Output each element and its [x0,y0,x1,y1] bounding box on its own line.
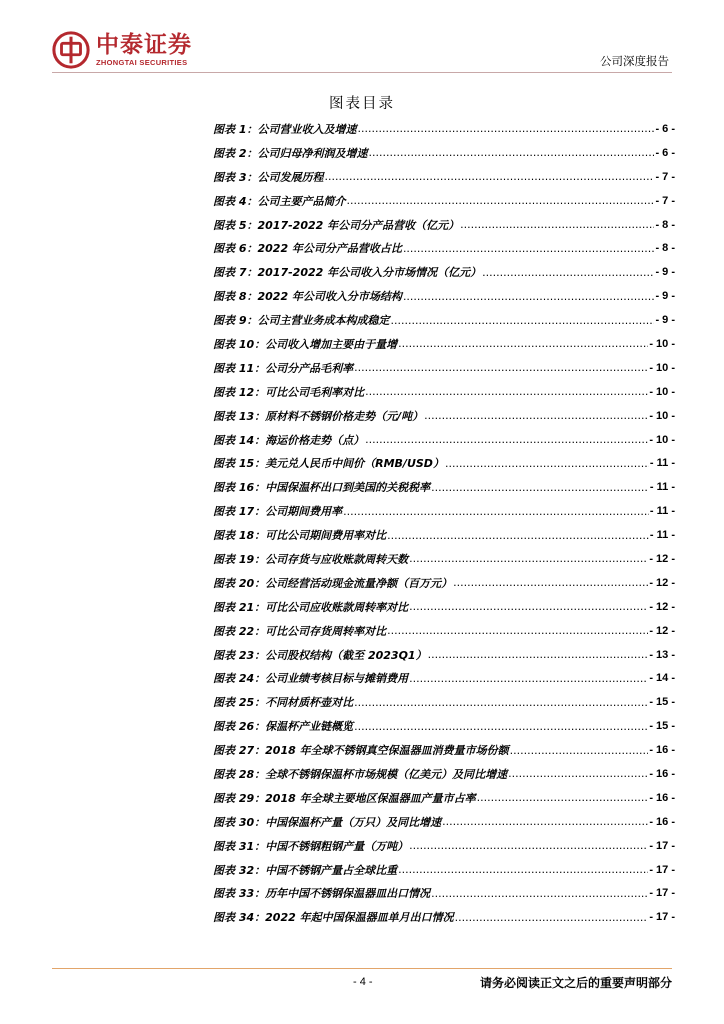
toc-entry-label: 图表 24：公司业绩考核目标与摊销费用 [213,672,409,686]
toc-entry[interactable] [213,643,675,667]
toc-entry-page: - 16 - [649,767,675,780]
toc-entry-leader-dots [428,648,649,661]
toc-entry[interactable] [213,595,675,619]
toc-entry-leader-dots [431,887,648,900]
toc-entry-page: - 17 - [649,863,675,876]
toc-entry[interactable] [213,762,675,786]
toc-entry-leader-dots [390,314,654,327]
zhongtai-logo-icon [52,31,90,69]
toc-entry-label: 图表 31：中国不锈钢粗钢产量（万吨） [213,839,409,853]
toc-entry-page: - 16 - [649,791,675,804]
logo-english-name: ZHONGTAI SECURITIES [96,58,188,67]
toc-entry[interactable] [213,213,675,237]
toc-entry-label: 图表 8：2022 年公司收入分市场结构 [213,290,402,304]
toc-entry[interactable] [213,141,675,165]
toc-entry-leader-dots [431,481,649,494]
toc-entry-label: 图表 9：公司主营业务成本构成稳定 [213,314,390,328]
toc-entry-page: - 17 - [649,887,675,900]
toc-entry-page: - 10 - [649,433,675,446]
toc-entry-leader-dots [409,839,648,852]
toc-entry-label: 图表 4：公司主要产品简介 [213,194,346,208]
toc-entry-leader-dots [445,457,649,470]
toc-entry[interactable] [213,236,675,260]
toc-entry-page: - 9 - [655,290,675,303]
toc-entry-page: - 6 - [655,122,675,135]
toc-entry-page: - 13 - [649,648,675,661]
toc-entry[interactable] [213,690,675,714]
toc-entry-label: 图表 14：海运价格走势（点） [213,433,365,447]
header-divider [52,72,672,73]
toc-entry-page: - 11 - [649,481,675,494]
toc-entry-leader-dots [453,576,648,589]
toc-entry-page: - 11 - [649,505,675,518]
toc-entry-page: - 8 - [655,218,675,231]
toc-entry[interactable] [213,380,675,404]
toc-title: 图表目录 [329,96,395,112]
toc-entry[interactable] [213,499,675,523]
toc-entry-page: - 10 - [649,385,675,398]
toc-entry-page: - 16 - [649,744,675,757]
toc-entry-leader-dots [409,672,648,685]
toc-entry-leader-dots [442,815,648,828]
toc-entry-label: 图表 6：2022 年公司分产品营收占比 [213,242,402,256]
toc-entry-label: 图表 7：2017-2022 年公司收入分市场情况（亿元） [213,266,482,280]
toc-entry[interactable] [213,189,675,213]
toc-entry-leader-dots [409,600,648,613]
toc-entry[interactable] [213,834,675,858]
toc-entry-page: - 10 - [649,337,675,350]
toc-entry-label: 图表 16：中国保温杯出口到美国的关税税率 [213,481,431,495]
toc-entry[interactable] [213,404,675,428]
toc-entry-label: 图表 29：2018 年全球主要地区保温器皿产量市占率 [213,791,476,805]
toc-entry-label: 图表 25：不同材质杯壶对比 [213,696,354,710]
toc-entry[interactable] [213,284,675,308]
toc-entry-leader-dots [403,290,655,303]
toc-entry-page: - 10 - [649,409,675,422]
toc-entry-page: - 10 - [649,361,675,374]
toc-entry[interactable] [213,571,675,595]
toc-entry-page: - 15 - [649,696,675,709]
toc-entry-leader-dots [460,218,654,231]
toc-entry-leader-dots [354,720,648,733]
toc-entry-leader-dots [387,624,648,637]
toc-entry[interactable] [213,810,675,834]
toc-entry-leader-dots [482,266,654,279]
toc-entry-label: 图表 13：原材料不锈钢价格走势（元/吨） [213,409,424,423]
toc-entry[interactable] [213,117,675,141]
toc-entry[interactable] [213,547,675,571]
toc-entry-page: - 8 - [655,242,675,255]
toc-entry-page: - 7 - [655,194,675,207]
toc-entry[interactable] [213,714,675,738]
toc-entry-page: - 11 - [649,529,675,542]
toc-entry[interactable] [213,666,675,690]
toc-entry[interactable] [213,451,675,475]
toc-entry-label: 图表 11：公司分产品毛利率 [213,361,354,375]
logo-chinese-name: 中泰证券 [96,32,192,58]
toc-entry-page: - 17 - [649,911,675,924]
toc-entry-page: - 12 - [649,624,675,637]
toc-entry-leader-dots [343,505,649,518]
toc-entry[interactable] [213,332,675,356]
toc-entry-page: - 16 - [649,815,675,828]
figure-table-of-contents [213,117,675,929]
toc-entry-label: 图表 33：历年中国不锈钢保温器皿出口情况 [213,887,431,901]
toc-entry[interactable] [213,619,675,643]
page-number: - 4 - [353,976,373,988]
toc-entry-page: - 12 - [649,576,675,589]
toc-entry-label: 图表 30：中国保温杯产量（万只）及同比增速 [213,815,442,829]
toc-entry-label: 图表 15：美元兑人民币中间价（RMB/USD） [213,457,444,471]
toc-entry-label: 图表 32：中国不锈钢产量占全球比重 [213,863,398,877]
toc-entry-label: 图表 27：2018 年全球不锈钢真空保温器皿消费量市场份额 [213,744,509,758]
toc-entry-label: 图表 20：公司经营活动现金流量净额（百万元） [213,576,453,590]
toc-entry-label: 图表 5：2017-2022 年公司分产品营收（亿元） [213,218,460,232]
toc-entry[interactable] [213,428,675,452]
toc-entry[interactable] [213,786,675,810]
toc-entry-leader-dots [455,911,649,924]
toc-entry-label: 图表 1：公司营业收入及增速 [213,122,357,136]
toc-entry-label: 图表 34：2022 年起中国保温器皿单月出口情况 [213,911,454,925]
toc-entry[interactable] [213,905,675,929]
toc-entry-page: - 15 - [649,720,675,733]
toc-entry-leader-dots [368,146,654,159]
report-type-label: 公司深度报告 [600,54,669,68]
toc-entry[interactable] [213,858,675,882]
toc-entry-label: 图表 23：公司股权结构（截至 2023Q1） [213,648,427,662]
toc-entry-leader-dots [387,529,649,542]
toc-entry[interactable] [213,260,675,284]
footer-divider [52,968,672,969]
toc-entry-page: - 14 - [649,672,675,685]
toc-entry-leader-dots [324,170,654,183]
toc-entry-leader-dots [398,337,648,350]
toc-entry-leader-dots [424,409,648,422]
toc-entry-page: - 9 - [655,314,675,327]
toc-entry-leader-dots [354,696,648,709]
toc-entry-page: - 6 - [655,146,675,159]
toc-entry[interactable] [213,738,675,762]
toc-entry-leader-dots [365,433,648,446]
toc-entry-leader-dots [346,194,654,207]
toc-entry-label: 图表 3：公司发展历程 [213,170,324,184]
toc-entry-page: - 17 - [649,839,675,852]
toc-entry-label: 图表 19：公司存货与应收账款周转天数 [213,552,409,566]
toc-entry[interactable] [213,165,675,189]
logo-text [96,32,192,68]
toc-entry-label: 图表 26：保温杯产业链概览 [213,720,354,734]
toc-entry[interactable] [213,356,675,380]
toc-entry-label: 图表 21：可比公司应收账款周转率对比 [213,600,409,614]
toc-entry-page: - 9 - [655,266,675,279]
toc-entry-label: 图表 10：公司收入增加主要由于量增 [213,337,398,351]
toc-entry-page: - 12 - [649,600,675,613]
toc-entry-page: - 12 - [649,552,675,565]
toc-entry-label: 图表 22：可比公司存货周转率对比 [213,624,387,638]
toc-entry-label: 图表 28：全球不锈钢保温杯市场规模（亿美元）及同比增速 [213,767,508,781]
toc-entry-leader-dots [477,791,649,804]
toc-entry-leader-dots [510,744,649,757]
toc-entry[interactable] [213,308,675,332]
toc-entry-leader-dots [403,242,655,255]
toc-entry-label: 图表 12：可比公司毛利率对比 [213,385,365,399]
toc-entry-leader-dots [409,552,648,565]
toc-entry[interactable] [213,475,675,499]
toc-entry-leader-dots [354,361,648,374]
company-logo [52,28,192,72]
toc-entry-leader-dots [365,385,648,398]
toc-entry-page: - 7 - [655,170,675,183]
toc-entry[interactable] [213,523,675,547]
toc-entry-leader-dots [398,863,648,876]
disclaimer-text: 请务必阅读正文之后的重要声明部分 [479,976,672,990]
toc-entry-label: 图表 18：可比公司期间费用率对比 [213,529,387,543]
toc-entry-leader-dots [357,122,654,135]
toc-entry-label: 图表 17：公司期间费用率 [213,505,343,519]
toc-entry[interactable] [213,882,675,906]
toc-entry-label: 图表 2：公司归母净利润及增速 [213,146,368,160]
toc-entry-page: - 11 - [649,457,675,470]
toc-entry-leader-dots [508,767,648,780]
